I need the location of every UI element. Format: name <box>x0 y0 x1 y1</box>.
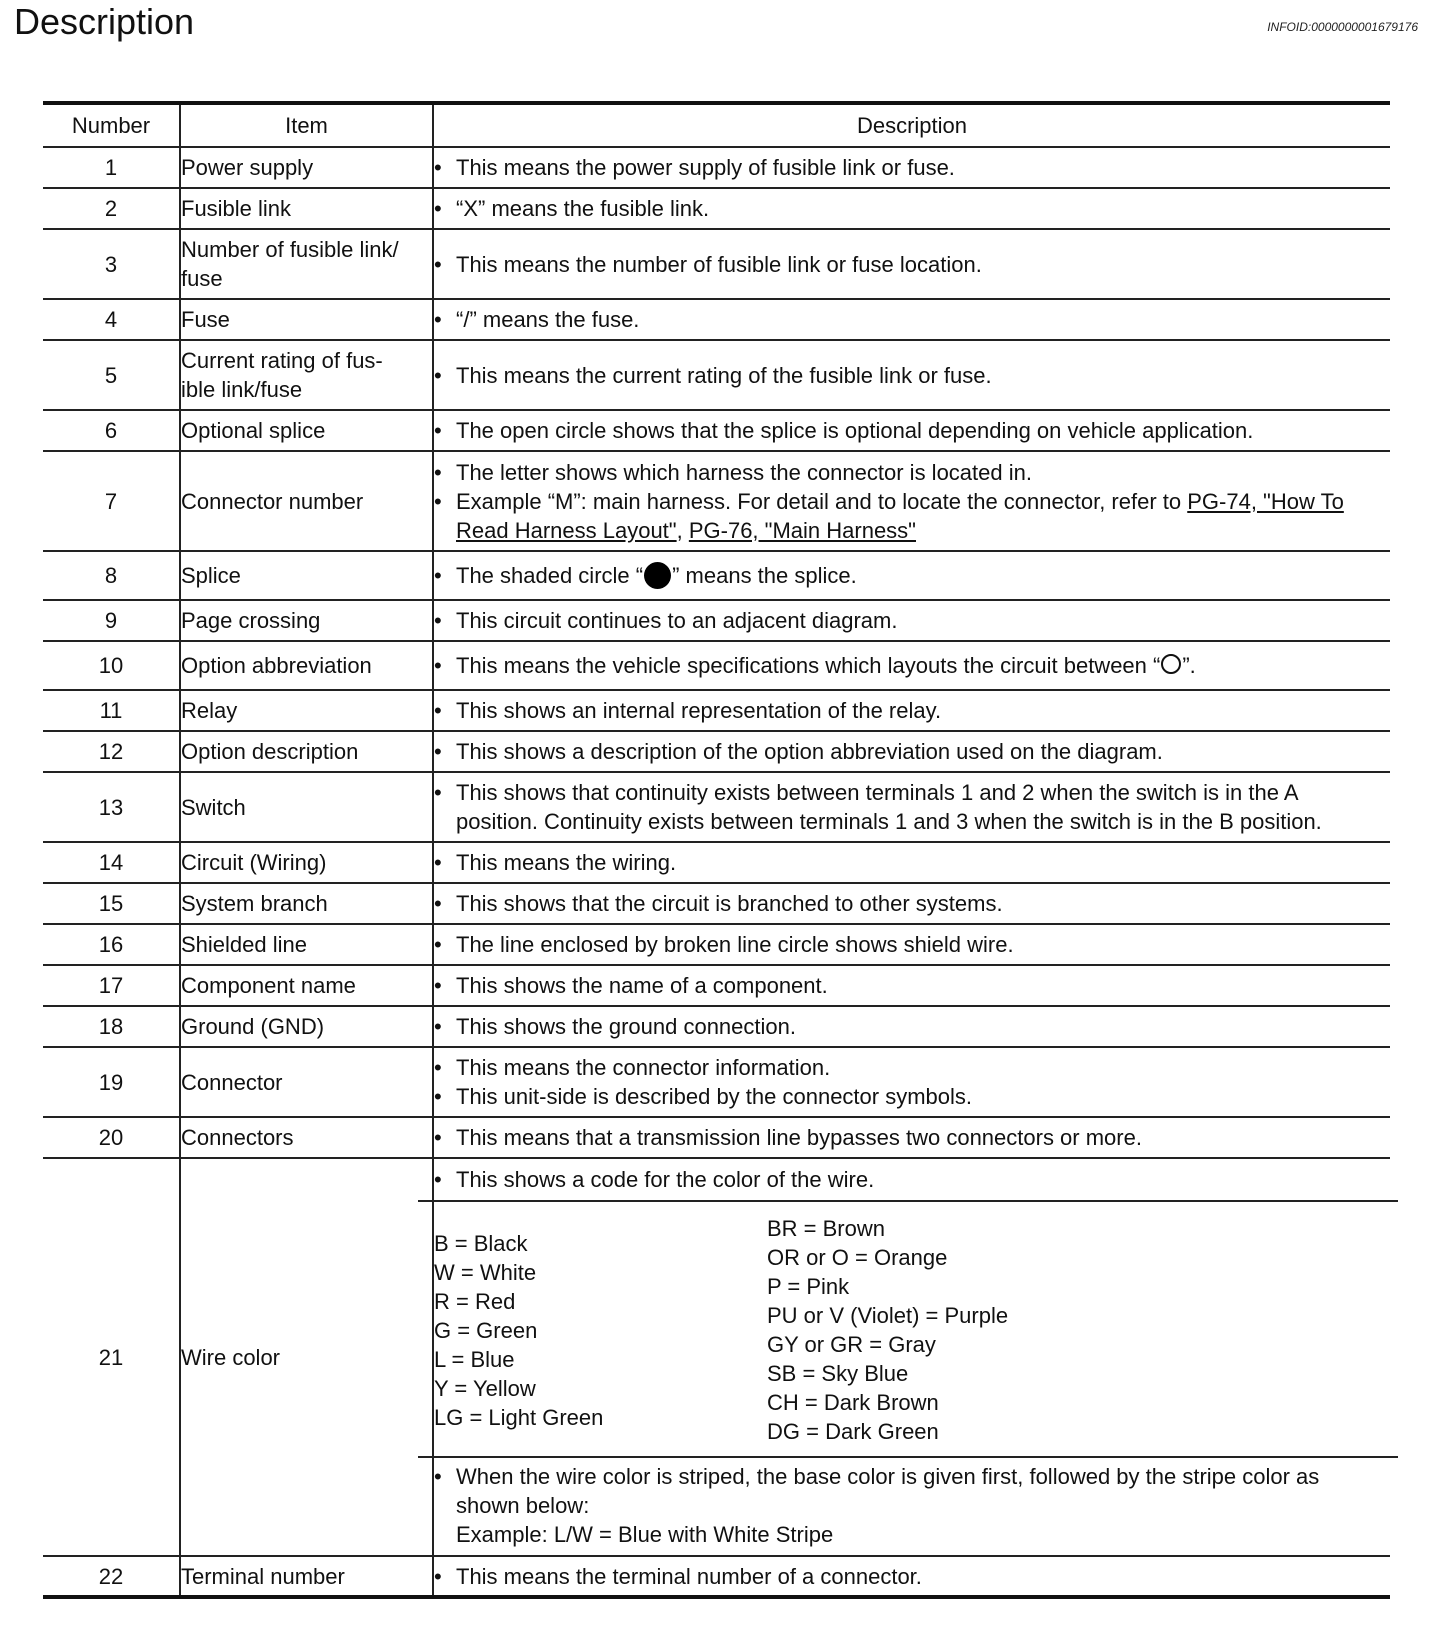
row-number: 4 <box>43 299 180 340</box>
row-number: 9 <box>43 600 180 641</box>
table-row <box>43 600 1390 641</box>
row-item: Circuit (Wiring) <box>180 842 433 883</box>
row-description <box>433 690 1390 731</box>
wire-color-list-right <box>767 1214 1390 1446</box>
wire-color-code: BR = Brown <box>767 1216 885 1241</box>
text-pre: This means the vehicle specifications which layouts the circuit between “ <box>456 653 1161 678</box>
table-row <box>43 410 1390 451</box>
row-item <box>180 340 433 410</box>
row-item: System branch <box>180 883 433 924</box>
table-row <box>43 731 1390 772</box>
info-id: INFOID:0000000001679176 <box>1267 20 1418 34</box>
bullet-text <box>434 487 1390 545</box>
row-item <box>180 229 433 299</box>
bullet-text-prefix: Example “M”: main harness. For detail and to locate the connector, refer to <box>456 488 1188 514</box>
row-description <box>433 731 1390 772</box>
row-item: Fusible link <box>180 188 433 229</box>
bullet-text <box>434 651 1390 680</box>
text-pre: The shaded circle “ <box>456 563 644 588</box>
row-item: Component name <box>180 965 433 1006</box>
bullet-text: • This unit-side is described by the connector symbols. <box>434 1082 1390 1111</box>
bullet-line: shown below: <box>456 1493 590 1518</box>
bullet-text: • This means the number of fusible link or fuse location. <box>434 250 1390 279</box>
row-item: Optional splice <box>180 410 433 451</box>
bullet-line: • When the wire color is striped, the base color is given first, followed by the stripe color as <box>456 1464 1320 1489</box>
row-number: 3 <box>43 229 180 299</box>
item-line: fuse <box>181 266 223 291</box>
table-row <box>43 1006 1390 1047</box>
row-item: Switch <box>180 772 433 842</box>
text-post: ”. <box>1182 653 1196 678</box>
item-line: Number of fusible link/ <box>181 237 399 262</box>
open-circle-icon <box>1161 654 1181 674</box>
header-number: Number <box>43 103 180 147</box>
row-item: Fuse <box>180 299 433 340</box>
row-number: 17 <box>43 965 180 1006</box>
table-row <box>43 1158 1390 1556</box>
row-description <box>433 410 1390 451</box>
table-row <box>43 1556 1390 1597</box>
text-post: ” means the splice. <box>672 563 857 588</box>
bullet-text: • The open circle shows that the splice is optional depending on vehicle application. <box>434 416 1390 445</box>
bullet-text: • This shows that the circuit is branched to other systems. <box>434 889 1390 918</box>
bullet-text: • The letter shows which harness the connector is located in. <box>434 458 1390 487</box>
bullet-line: • This shows that continuity exists between terminals 1 and 2 when the switch is in the A <box>456 780 1299 805</box>
row-description <box>433 600 1390 641</box>
row-description <box>433 924 1390 965</box>
row-number: 15 <box>43 883 180 924</box>
table-row <box>43 641 1390 690</box>
row-item: Relay <box>180 690 433 731</box>
wire-color-code: W = White <box>434 1260 537 1285</box>
bullet-text: • This means the current rating of the fusible link or fuse. <box>434 361 1390 390</box>
table-row <box>43 924 1390 965</box>
page-title: Description <box>14 1 195 42</box>
bullet-text <box>434 561 1390 590</box>
row-item: Power supply <box>180 147 433 188</box>
bullet-text: • This shows the name of a component. <box>434 971 1390 1000</box>
row-item: Connectors <box>180 1117 433 1158</box>
bullet-text: • This means that a transmission line bypasses two connectors or more. <box>434 1123 1390 1152</box>
header-description: Description <box>433 103 1390 147</box>
table-header-row <box>43 103 1390 147</box>
shaded-circle-icon <box>644 562 671 589</box>
bullet-text: • This shows an internal representation of the relay. <box>434 696 1390 725</box>
bullet-text: • “X” means the fusible link. <box>434 194 1390 223</box>
row-number: 16 <box>43 924 180 965</box>
wire-color-intro <box>434 1159 1390 1200</box>
link-main-harness[interactable]: PG-76, "Main Harness" <box>688 517 916 543</box>
row-description <box>433 1117 1390 1158</box>
row-description <box>433 772 1390 842</box>
wire-color-code: B = Black <box>434 1231 528 1256</box>
row-description <box>433 551 1390 600</box>
bullet-line: position. Continuity exists between terminals 1 and 3 when the switch is in the B position. <box>456 809 1322 834</box>
table-row <box>43 1117 1390 1158</box>
wire-color-code: CH = Dark Brown <box>767 1390 939 1415</box>
row-item: Terminal number <box>180 1556 433 1597</box>
row-description <box>433 641 1390 690</box>
table-row <box>43 188 1390 229</box>
row-description <box>433 965 1390 1006</box>
row-item: Connector number <box>180 451 433 551</box>
wire-color-code: OR or O = Orange <box>767 1245 948 1270</box>
row-item: Splice <box>180 551 433 600</box>
bullet-text: • This shows a description of the option abbreviation used on the diagram. <box>434 737 1390 766</box>
row-number: 21 <box>43 1158 180 1556</box>
row-item: Connector <box>180 1047 433 1117</box>
wire-color-code: Y = Yellow <box>434 1376 536 1401</box>
row-description <box>433 299 1390 340</box>
row-item: Option description <box>180 731 433 772</box>
wire-color-code: P = Pink <box>767 1274 850 1299</box>
table-row <box>43 772 1390 842</box>
description-table <box>43 101 1390 1599</box>
row-number: 5 <box>43 340 180 410</box>
table-row <box>43 551 1390 600</box>
row-number: 11 <box>43 690 180 731</box>
row-description <box>433 1006 1390 1047</box>
bullet-text <box>434 778 1390 836</box>
wire-color-code: GY or GR = Gray <box>767 1332 936 1357</box>
bullet-text: • This means the connector information. <box>434 1053 1390 1082</box>
row-number: 1 <box>43 147 180 188</box>
row-item: Ground (GND) <box>180 1006 433 1047</box>
wire-color-code: G = Green <box>434 1318 538 1343</box>
table-row <box>43 965 1390 1006</box>
table-row <box>43 147 1390 188</box>
wire-color-list-left <box>434 1214 767 1446</box>
wire-color-code: SB = Sky Blue <box>767 1361 909 1386</box>
row-description <box>433 147 1390 188</box>
row-item: Wire color <box>180 1158 433 1556</box>
item-line: Current rating of fus- <box>181 348 383 373</box>
wire-color-code: R = Red <box>434 1289 516 1314</box>
row-number: 19 <box>43 1047 180 1117</box>
row-description <box>433 842 1390 883</box>
header-item: Item <box>180 103 433 147</box>
row-number: 14 <box>43 842 180 883</box>
row-number: 8 <box>43 551 180 600</box>
bullet-text <box>434 1462 1390 1549</box>
bullet-text: • This circuit continues to an adjacent diagram. <box>434 606 1390 635</box>
row-number: 18 <box>43 1006 180 1047</box>
bullet-text: • “/” means the fuse. <box>434 305 1390 334</box>
bullet-text: • This means the terminal number of a connector. <box>434 1562 1390 1591</box>
wire-color-code: L = Blue <box>434 1347 515 1372</box>
bullet-text: • This means the power supply of fusible link or fuse. <box>434 153 1390 182</box>
bullet-text: • This shows a code for the color of the wire. <box>434 1165 1390 1194</box>
wire-color-code: PU or V (Violet) = Purple <box>767 1303 1009 1328</box>
row-number: 13 <box>43 772 180 842</box>
wire-color-codes <box>434 1202 1390 1456</box>
wire-color-code: DG = Dark Green <box>767 1419 939 1444</box>
row-description <box>433 451 1390 551</box>
row-number: 22 <box>43 1556 180 1597</box>
row-number: 10 <box>43 641 180 690</box>
table-row <box>43 883 1390 924</box>
bullet-text: • This shows the ground connection. <box>434 1012 1390 1041</box>
row-description <box>433 1047 1390 1117</box>
row-description <box>433 1158 1390 1556</box>
item-line: ible link/fuse <box>181 377 303 402</box>
bullet-text: • The line enclosed by broken line circle shows shield wire. <box>434 930 1390 959</box>
row-description <box>433 188 1390 229</box>
row-description <box>433 340 1390 410</box>
row-description <box>433 1556 1390 1597</box>
row-number: 20 <box>43 1117 180 1158</box>
row-description <box>433 229 1390 299</box>
table-row <box>43 842 1390 883</box>
row-item: Shielded line <box>180 924 433 965</box>
row-number: 2 <box>43 188 180 229</box>
table-row <box>43 340 1390 410</box>
bullet-line: Example: L/W = Blue with White Stripe <box>456 1522 834 1547</box>
wire-color-code: LG = Light Green <box>434 1405 604 1430</box>
striped-wire-note <box>434 1458 1390 1555</box>
row-number: 7 <box>43 451 180 551</box>
table-row <box>43 690 1390 731</box>
link-how-to-read-harness-layout[interactable]: PG-74, "How To Read Harness Layout" <box>456 488 1344 543</box>
row-description <box>433 883 1390 924</box>
table-row <box>43 451 1390 551</box>
table-row <box>43 229 1390 299</box>
row-number: 12 <box>43 731 180 772</box>
table-row <box>43 299 1390 340</box>
table-row <box>43 1047 1390 1117</box>
row-item: Page crossing <box>180 600 433 641</box>
bullet-text: • This means the wiring. <box>434 848 1390 877</box>
row-item: Option abbreviation <box>180 641 433 690</box>
link-separator: , <box>676 517 689 543</box>
row-number: 6 <box>43 410 180 451</box>
